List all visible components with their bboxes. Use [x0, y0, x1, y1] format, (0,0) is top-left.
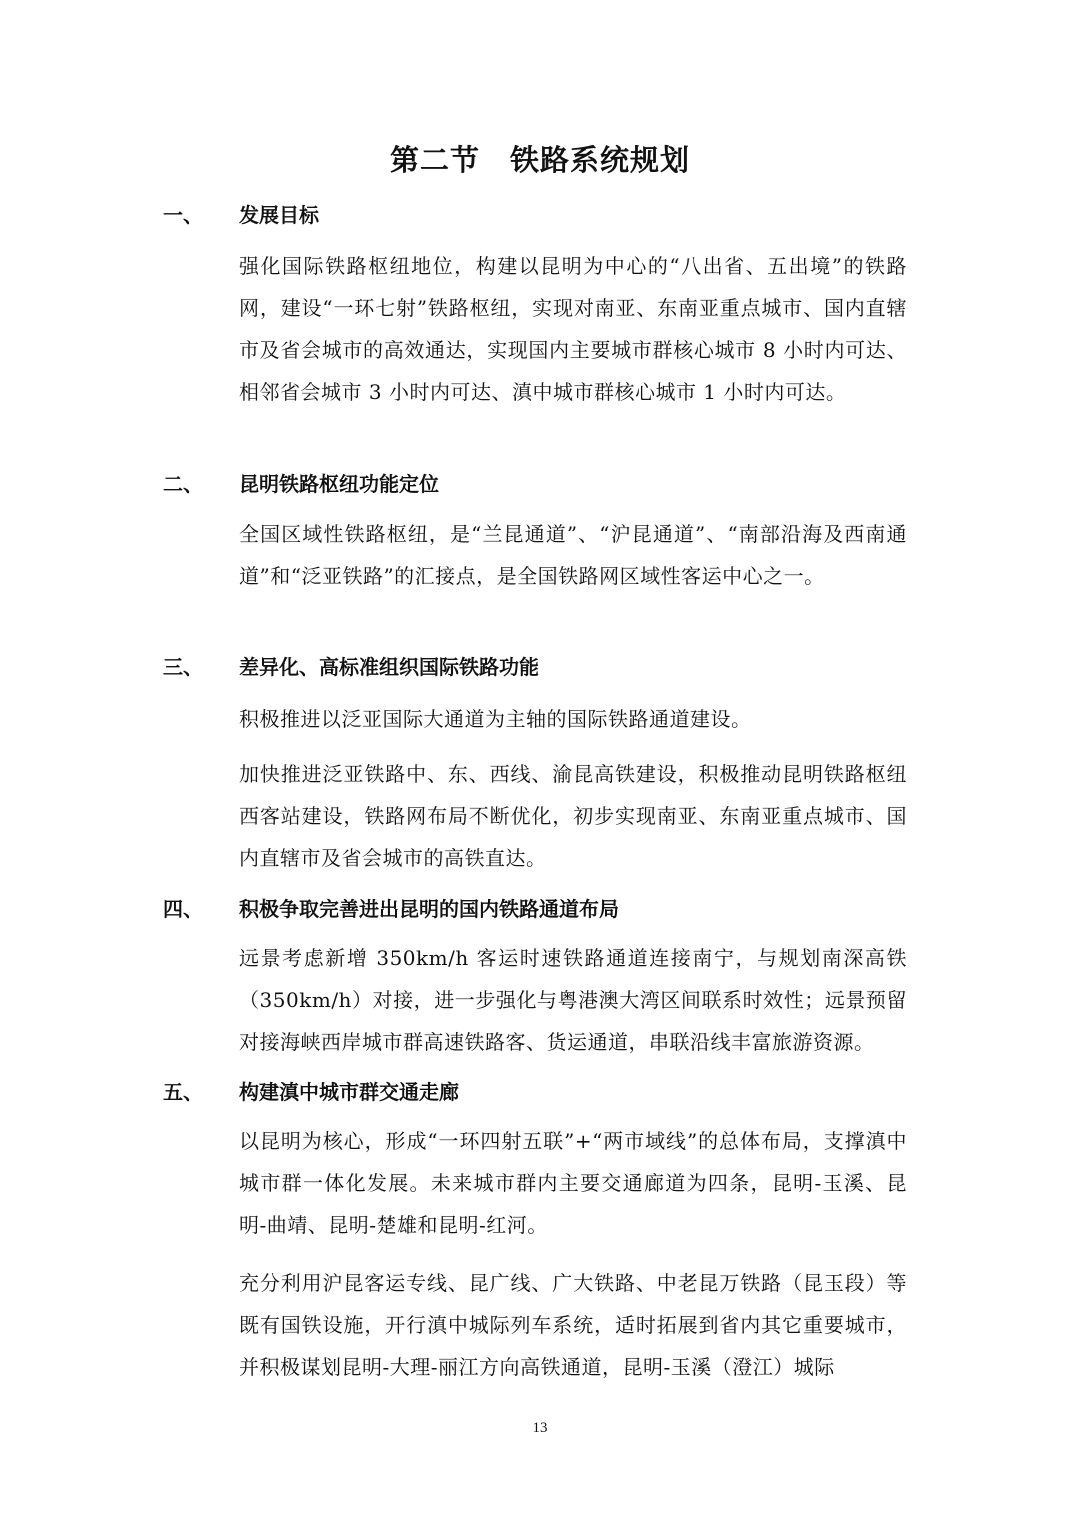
- section-name: 铁路系统规划: [510, 143, 691, 177]
- heading-label: 发展目标: [239, 203, 319, 227]
- heading-1: [0, 198, 1080, 232]
- paragraph: 强化国际铁路枢纽地位，构建以昆明为中心的“八出省、五出境”的铁路网，建设“一环七射”铁路枢纽，实现对南亚、东南亚重点城市、国内直辖市及省会城市的高效通达，实现国内主要城市群核心城市 8 小时内可达、相邻省会城市 3 小时内可达、滇中城市群核心城市 1 小时内可达。: [239, 254, 907, 404]
- heading-number: 一、: [163, 203, 203, 227]
- paragraph: 积极推进以泛亚国际大通道为主轴的国际铁路通道建设。: [239, 707, 752, 731]
- paragraph: 以昆明为核心，形成“一环四射五联”+“两市域线”的总体布局，支撑滇中城市群一体化发展。未来城市群内主要交通廊道为四条，昆明-玉溪、昆明-曲靖、昆明-楚雄和昆明-红河。: [239, 1129, 907, 1237]
- paragraph: 加快推进泛亚铁路中、东、西线、渝昆高铁建设，积极推动昆明铁路枢纽西客站建设，铁路网布局不断优化，初步实现南亚、东南亚重点城市、国内直辖市及省会城市的高铁直达。: [239, 762, 907, 870]
- paragraph: 充分利用沪昆客运专线、昆广线、广大铁路、中老昆万铁路（昆玉段）等既有国铁设施，开行滇中城际列车系统，适时拓展到省内其它重要城市，并积极谋划昆明-大理-丽江方向高铁通道，昆明-玉溪（澄江）城际: [239, 1271, 907, 1379]
- paragraph: 全国区域性铁路枢纽，是“兰昆通道”、“沪昆通道”、“南部沿海及西南通道”和“泛亚铁路”的汇接点，是全国铁路网区域性客运中心之一。: [239, 522, 907, 588]
- heading-2: [0, 467, 1080, 501]
- heading-label: 构建滇中城市群交通走廊: [239, 1080, 459, 1104]
- page-number: 13: [532, 1420, 548, 1436]
- heading-3: [0, 650, 1080, 684]
- heading-label: 差异化、高标准组织国际铁路功能: [239, 655, 539, 679]
- section-title: [0, 140, 1080, 180]
- heading-number: 五、: [163, 1080, 203, 1104]
- heading-4: [0, 892, 1080, 926]
- heading-5: [0, 1075, 1080, 1109]
- section-number: 第二节: [389, 143, 480, 177]
- paragraph: 远景考虑新增 350km/h 客运时速铁路通道连接南宁，与规划南深高铁（350km/h）对接，进一步强化与粤港澳大湾区间联系时效性；远景预留对接海峡西岸城市群高速铁路客、货运通道，串联沿线丰富旅游资源。: [239, 946, 907, 1054]
- heading-number: 四、: [163, 897, 203, 921]
- heading-number: 三、: [163, 655, 203, 679]
- heading-label: 昆明铁路枢纽功能定位: [239, 472, 439, 496]
- heading-label: 积极争取完善进出昆明的国内铁路通道布局: [239, 897, 619, 921]
- heading-number: 二、: [163, 472, 203, 496]
